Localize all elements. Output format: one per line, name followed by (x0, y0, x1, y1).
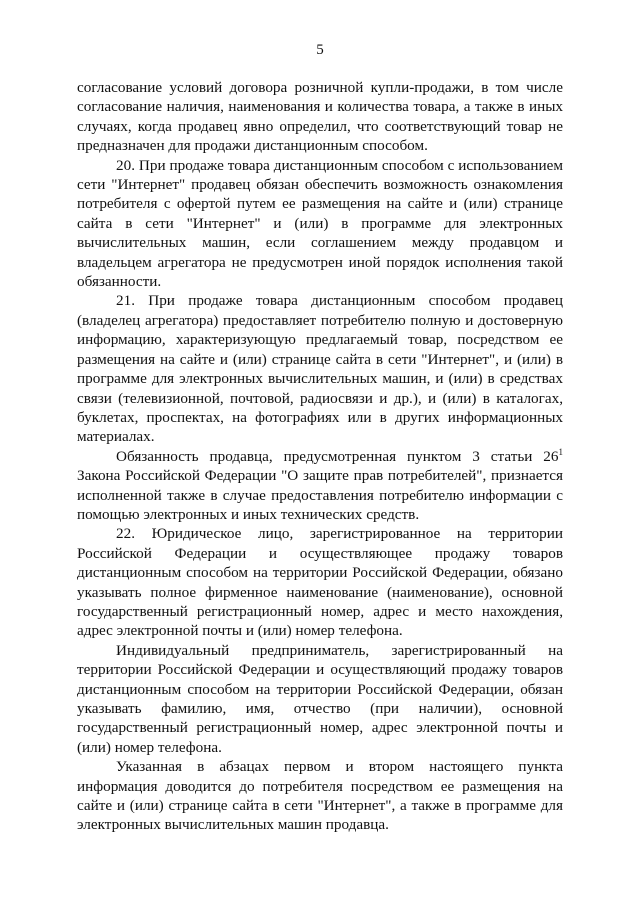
paragraph-item-20: 20. При продаже товара дистанционным способом с использованием сети "Интернет" продавец обязан обеспечить возможность ознакомления потребителя с офертой путем ее размещения на сайте и (или) странице сайта в сети "Интернет" и (или) в программе для электронных вычислительных машин, если соглашением между продавцом и владельцем агрегатора не предусмотрен иной порядок исполнения такой обязанности. (77, 156, 563, 291)
paragraph-individual-entrepreneur: Индивидуальный предприниматель, зарегистрированный на территории Российской Федерации и осуществляющий продажу товаров дистанционным способом на территории Российской Федерации, обязан указывать фамилию, имя, отчество (при наличии), основной государственный регистрационный номер, адрес электронной почты и (или) номер телефона. (77, 641, 563, 756)
paragraph-item-21: 21. При продаже товара дистанционным способом продавец (владелец агрегатора) предоставляет потребителю полную и достоверную информацию, характеризующую предлагаемый товар, посредством ее размещения на сайте и (или) странице сайта в сети "Интернет", и (или) в программе для электронных вычислительных машин, и (или) в средствах связи (телевизионной, почтовой, радиосвязи и др.), и (или) в каталогах, буклетах, проспектах, на фотографиях или в других информационных материалах. (77, 292, 563, 446)
paragraph-information-disclosure: Указанная в абзацах первом и втором настоящего пункта информация доводится до потребителя посредством ее размещения на сайте и (или) странице сайта в сети "Интернет", а также в программе для электронных вычислительных машин продавца. (77, 758, 563, 834)
paragraph-item-22: 22. Юридическое лицо, зарегистрированное на территории Российской Федерации и осуществляющее продажу товаров дистанционным способом на территории Российской Федерации, обязано указывать полное фирменное наименование (наименование), основной государственный регистрационный номер, адрес и место нахождения, адрес электронной почты и (или) номер телефона. (77, 525, 563, 640)
obligation-text-start: Обязанность продавца, предусмотренная пунктом 3 статьи 26 (116, 447, 559, 465)
paragraph-continuation: согласование условий договора розничной купли-продажи, в том числе согласование наличия, наименования и количества товара, а также в иных случаях, когда продавец явно определил, что соответствующий товар не предназначен для продажи дистанционным способом. (77, 79, 563, 155)
obligation-text-end: Закона Российской Федерации "О защите прав потребителей", признается исполненной также в случае предоставления потребителю информации с помощью электронных и иных технических средств. (77, 467, 563, 523)
paragraph-obligation (77, 447, 563, 525)
document-body (77, 78, 563, 835)
page-number: 5 (316, 42, 324, 58)
footnote-superscript: 1 (558, 446, 563, 457)
